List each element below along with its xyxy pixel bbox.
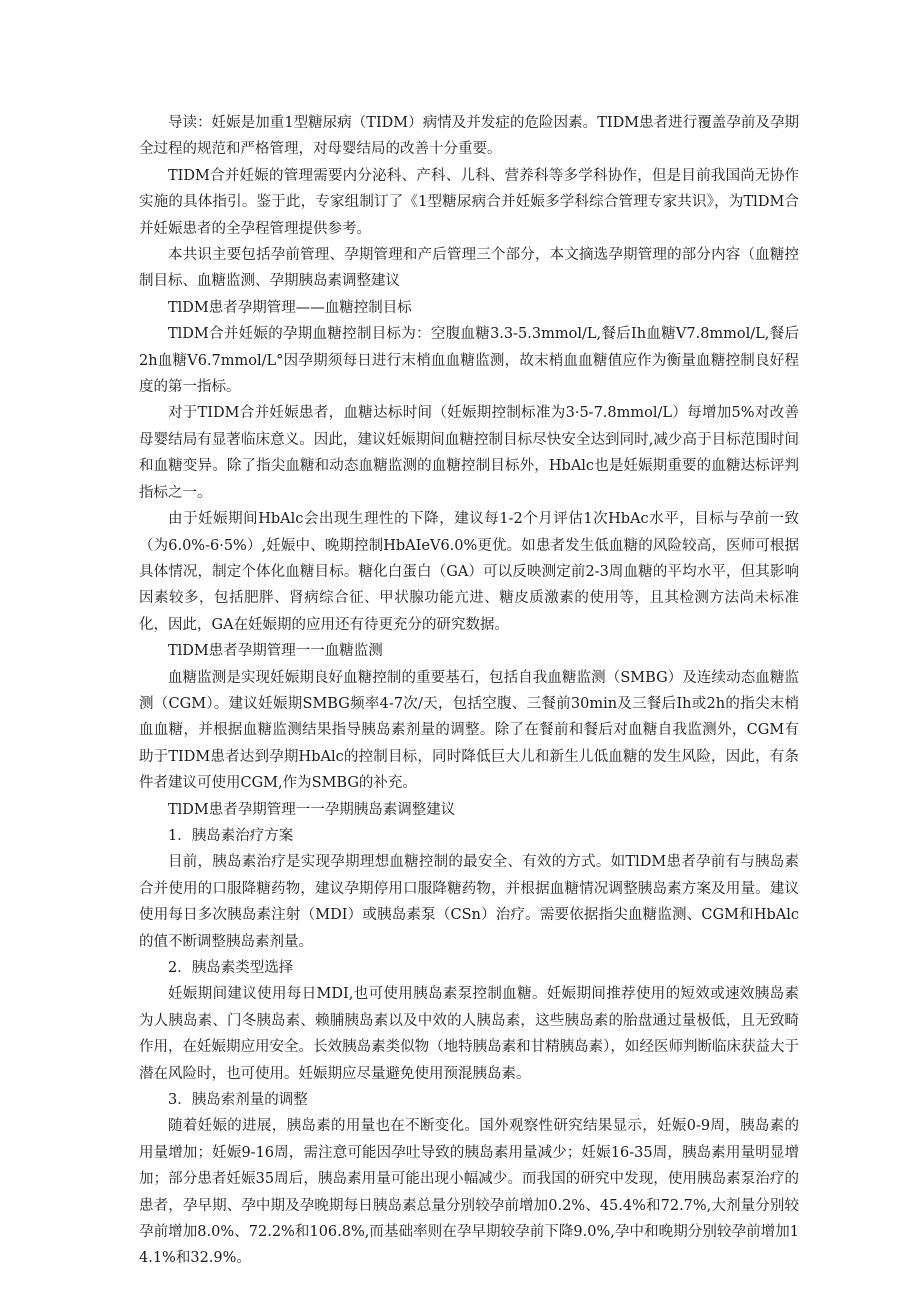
section-heading-insulin-adjustment: TlDM患者孕期管理一一孕期胰岛素调整建议	[168, 801, 456, 818]
body-paragraph: 妊娠期间建议使用每日MDI,也可使用胰岛素泵控制血糖。妊娠期间推荐使用的短效或速效胰岛素为人胰岛素、门冬胰岛素、赖脯胰岛素以及中效的人胰岛素，这些胰岛素的胎盘通过量极低，且无致畸作用，在妊娠期应用安全。长效胰岛素类似物（地特胰岛素和甘精胰岛素），如经医师判断临床获益大于潜在风险时，也可使用。妊娠期应尽量避免使用预混胰岛素。	[139, 986, 799, 1082]
body-paragraph: 对于TIDM合并妊娠患者，血糖达标时间（妊娠期控制标准为3·5-7.8mmol∕L）每增加5%对改善母婴结局有显著临床意义。因此，建议妊娠期间血糖控制目标尽快安全达到同时,减少高于目标范围时间和血糖变异。除了指尖血糖和动态血糖监测的血糖控制目标外，HbAlc也是妊娠期重要的血糖达标评判指标之一。	[139, 405, 799, 501]
subheading-insulin-dose: 3．胰岛索剂量的调整	[168, 1092, 308, 1109]
body-paragraph: 血糖监测是实现妊娠期良好血糖控制的重要基石，包括自我血糖监测（SMBG）及连续动态血糖监测（CGM）。建议妊娠期SMBG频率4-7次/天，包括空腹、三餐前30min及三餐后Ih或2h的指尖末梢血血糖，并根据血糖监测结果指导胰岛素剂量的调整。除了在餐前和餐后对血糖自我监测外，CGM有助于TIDM患者达到孕期HbAlc的控制目标，同时降低巨大儿和新生儿低血糖的发生风险，因此，有条件者建议可使用CGM,作为SMBG的补充。	[139, 669, 799, 792]
body-paragraph: 随着妊娠的进展，胰岛素的用量也在不断变化。国外观察性研究结果显示，妊娠0-9周，胰岛素的用量增加；妊娠9-16周，需注意可能因孕吐导致的胰岛素用量减少；妊娠16-35周，胰岛素用量明显增加；部分患者妊娠35周后，胰岛素用量可能出现小幅减少。而我国的研究中发现，使用胰岛素泵治疗的患者，孕早期、孕中期及孕晚期每日胰岛素总量分别较孕前增加0.2%、45.4%和72.7%,大剂量分别较孕前增加8.0%、72.2%和106.8%,而基础率则在孕早期较孕前下降9.0%,孕中和晚期分别较孕前增加14.1%和32.9%。	[139, 1118, 799, 1267]
intro-paragraph: 导读：妊娠是加重1型糖尿病（TIDM）病情及并发症的危险因素。TIDM患者进行覆盖孕前及孕期全过程的规范和严格管理，对母婴结局的改善十分重要。	[139, 115, 799, 158]
body-paragraph: 目前，胰岛素治疗是实现孕期理想血糖控制的最安全、有效的方式。如TlDM患者孕前有与胰岛素合并使用的口服降糖药物，建议孕期停用口服降糖药物，并根据血糖情况调整胰岛素方案及用量。建议使用每日多次胰岛素注射（MDI）或胰岛素泵（CSn）治疗。需要依据指尖血糖监测、CGM和HbAlc的值不断调整胰岛素剂量。	[139, 854, 799, 950]
subheading-insulin-regimen: 1．胰岛素治疗方案	[168, 827, 294, 844]
body-paragraph: TIDM合并妊娠的管理需要内分泌科、产科、儿科、营养科等多学科协作，但是目前我国尚无协作实施的具体指引。鉴于此，专家组制订了《1型糖尿病合并妊娠多学科综合管理专家共识》，为TlDM合并妊娠患者的全孕程管理提供参考。	[139, 167, 799, 237]
body-paragraph: TlDM合并妊娠的孕期血糖控制目标为：空腹血糖3.3-5.3mmol∕L,餐后Ih血糖V7.8mmol∕L,餐后2h血糖V6.7mmol∕L°因孕期须每日进行末梢血血糖监测，故末梢血血糖值应作为衡量血糖控制良好程度的第一指标。	[139, 326, 799, 396]
subheading-insulin-type: 2．胰岛素类型选择	[168, 960, 294, 976]
body-paragraph: 本共识主要包括孕前管理、孕期管理和产后管理三个部分，本文摘选孕期管理的部分内容（血糖控制目标、血糖监测、孕期胰岛素调整建议	[139, 247, 799, 290]
section-heading-glucose-monitoring: TlDM患者孕期管理一一血糖监测	[168, 643, 383, 660]
body-paragraph: 由于妊娠期间HbAlc会出现生理性的下降，建议每1-2个月评估1次HbAc水平，目标与孕前一致（为6.0%-6·5%）,妊娠中、晚期控制HbAIeV6.0%更优。如患者发生低血糖的风险较高，医师可根据具体情况，制定个体化血糖目标。糖化白蛋白（GA）可以反映测定前2-3周血糖的平均水平，但其影响因素较多，包括肥胖、肾病综合征、甲状腺功能亢进、糖皮质激素的使用等，且其检测方法尚未标准化，因此，GA在妊娠期的应用还有待更充分的研究数据。	[139, 511, 799, 633]
section-heading-glucose-target: TlDM患者孕期管理——血糖控制目标	[168, 299, 412, 316]
document-body	[139, 110, 799, 1272]
